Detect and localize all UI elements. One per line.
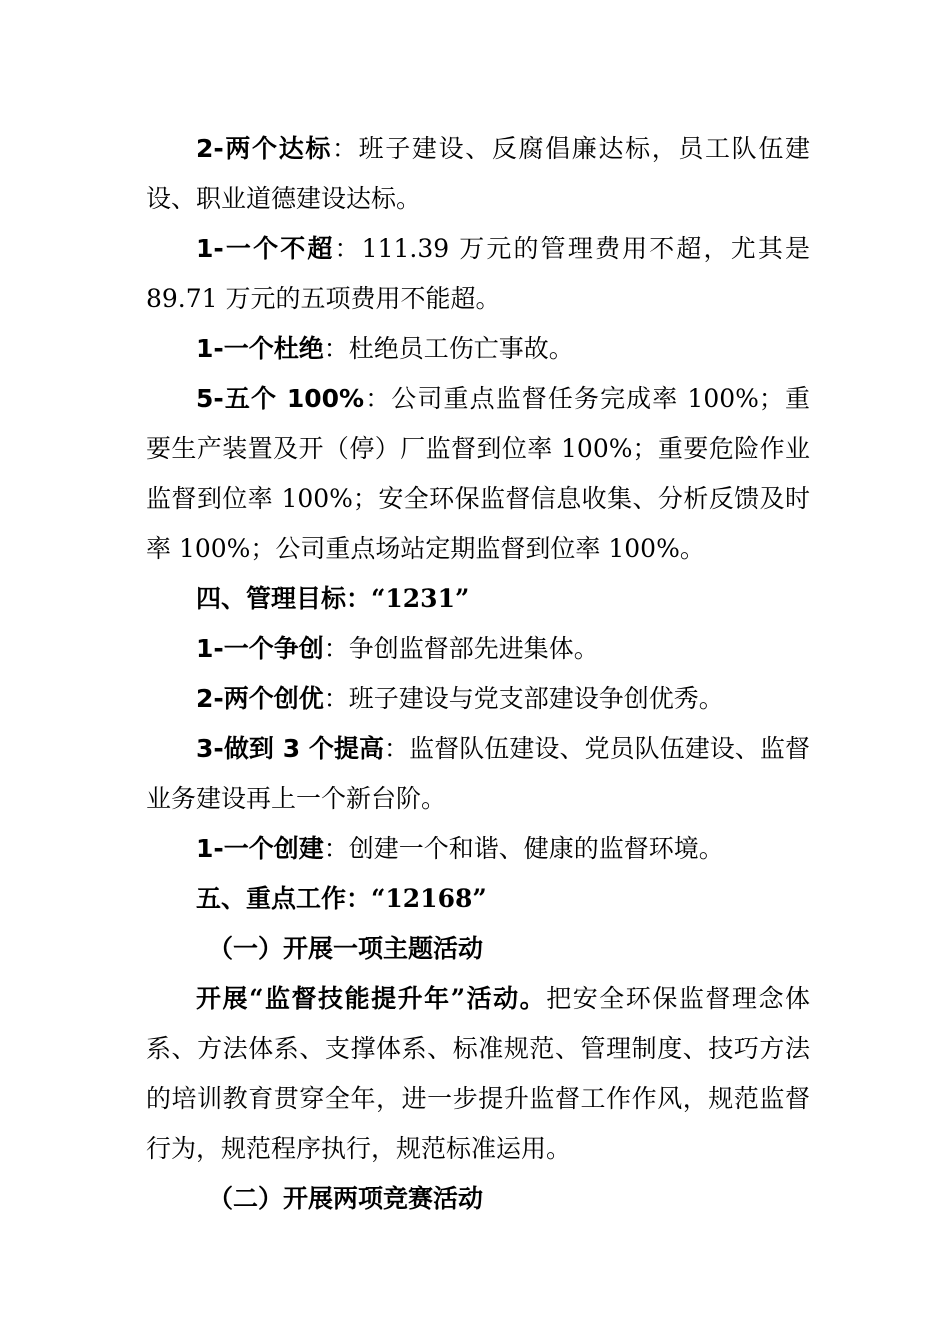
item-lead: 2-两个达标 [196, 134, 332, 163]
paragraph-two-standards [146, 124, 810, 224]
paragraph-strive-one [146, 624, 810, 674]
item-lead: 5-五个 100% [196, 384, 365, 413]
item-text: ：监督队伍建设、党员队伍建设、监督业务建设再上一个新台阶。 [146, 734, 810, 813]
item-lead: 3-做到 3 个提高 [196, 734, 385, 763]
section-heading-key-work: 五、重点工作：“12168” [196, 884, 487, 913]
item-lead: 开展“监督技能提升年”活动。 [196, 984, 547, 1013]
item-text: 把安全环保监督理念体系、方法体系、支撑体系、标准规范、管理制度、技巧方法的培训教育贯穿全年，进一步提升监督工作作风，规范监督行为，规范程序执行，规范标准运用。 [146, 984, 810, 1163]
item-text: ：创建一个和谐、健康的监督环境。 [323, 834, 724, 863]
paragraph-one-creation [146, 824, 810, 874]
item-lead: 1-一个杜绝 [196, 334, 324, 363]
item-text: ：班子建设与党支部建设争创优秀。 [323, 684, 724, 713]
section-heading-management-goals: 四、管理目标：“1231” [196, 584, 470, 613]
item-lead: 1-一个争创 [196, 634, 324, 663]
paragraph-no-overspend [146, 224, 810, 324]
item-text: ：公司重点监督任务完成率 100%；重要生产装置及开（停）厂监督到位率 100%；重要危险作业监督到位率 100%；安全环保监督信息收集、分析反馈及时率 100%；公司重点场站定期监督到位率 100%。 [146, 384, 810, 563]
item-lead: 1-一个不超 [196, 234, 335, 263]
item-lead: 1-一个创建 [196, 834, 324, 863]
item-lead: 2-两个创优 [196, 684, 324, 713]
subsection-heading-two-competitions: （二）开展两项竞赛活动 [208, 1184, 484, 1213]
item-text: ：争创监督部先进集体。 [323, 634, 599, 663]
item-text: ：111.39 万元的管理费用不超，尤其是 89.71 万元的五项费用不能超。 [146, 234, 810, 313]
paragraph-skill-improvement [146, 974, 810, 1174]
paragraph-eliminate-accidents [146, 324, 810, 374]
item-text: ：班子建设、反腐倡廉达标，员工队伍建设、职业道德建设达标。 [146, 134, 810, 213]
subsection-heading-one-theme: （一）开展一项主题活动 [208, 934, 484, 963]
item-text: ：杜绝员工伤亡事故。 [323, 334, 574, 363]
paragraph-two-excellence [146, 674, 810, 724]
paragraph-five-100-percent [146, 374, 810, 574]
paragraph-three-improvements [146, 724, 810, 824]
